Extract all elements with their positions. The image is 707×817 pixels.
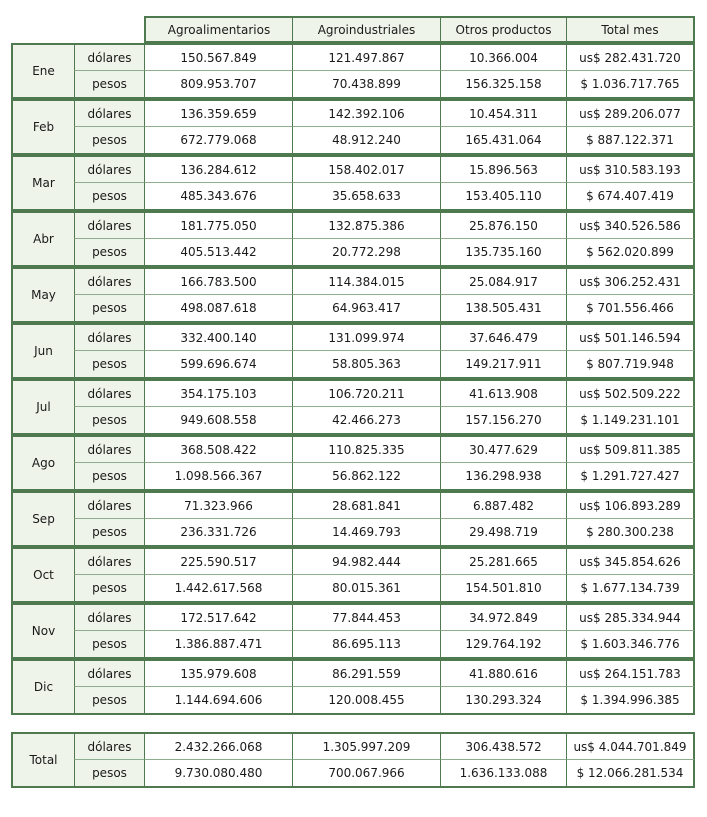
unit-label-pesos: pesos xyxy=(74,407,144,435)
cell-pesos-total: $ 887.122.371 xyxy=(566,127,695,155)
cell-pesos-agroalimentarios: 405.513.442 xyxy=(144,239,292,267)
month-label: Dic xyxy=(11,659,74,715)
cell-dolares-agroalimentarios: 332.400.140 xyxy=(144,323,292,351)
cell-pesos-otros: 130.293.324 xyxy=(440,687,566,715)
cell-dolares-agroalimentarios: 166.783.500 xyxy=(144,267,292,295)
cell-dolares-agroalimentarios: 368.508.422 xyxy=(144,435,292,463)
cell-dolares-agroindustriales: 132.875.386 xyxy=(292,211,440,239)
unit-label-dolares: dólares xyxy=(74,155,144,183)
cell-dolares-otros: 25.876.150 xyxy=(440,211,566,239)
cell-pesos-agroindustriales: 42.466.273 xyxy=(292,407,440,435)
unit-label-pesos: pesos xyxy=(74,519,144,547)
month-row-pesos xyxy=(11,239,695,267)
month-label: Jun xyxy=(11,323,74,379)
cell-pesos-agroindustriales: 64.963.417 xyxy=(292,295,440,323)
cell-pesos-agroalimentarios: 1.442.617.568 xyxy=(144,575,292,603)
total-label: Total xyxy=(11,732,74,788)
month-row-pesos xyxy=(11,127,695,155)
cell-dolares-otros: 34.972.849 xyxy=(440,603,566,631)
cell-pesos-otros: 135.735.160 xyxy=(440,239,566,267)
month-row-pesos xyxy=(11,631,695,659)
cell-pesos-agroindustriales: 56.862.122 xyxy=(292,463,440,491)
cell-pesos-total: $ 562.020.899 xyxy=(566,239,695,267)
header-agroindustriales: Agroindustriales xyxy=(292,16,440,43)
cell-dolares-total: us$ 509.811.385 xyxy=(566,435,695,463)
cell-dolares-agroalimentarios: 150.567.849 xyxy=(144,43,292,71)
header-agroalimentarios: Agroalimentarios xyxy=(144,16,292,43)
total-dolares-agroalimentarios: 2.432.266.068 xyxy=(144,732,292,760)
cell-dolares-otros: 25.084.917 xyxy=(440,267,566,295)
month-label: Nov xyxy=(11,603,74,659)
cell-pesos-total: $ 807.719.948 xyxy=(566,351,695,379)
month-row-dolares xyxy=(11,211,695,239)
cell-dolares-otros: 41.613.908 xyxy=(440,379,566,407)
cell-pesos-agroalimentarios: 949.608.558 xyxy=(144,407,292,435)
month-label: Jul xyxy=(11,379,74,435)
month-row-dolares xyxy=(11,379,695,407)
cell-dolares-agroalimentarios: 71.323.966 xyxy=(144,491,292,519)
cell-pesos-otros: 136.298.938 xyxy=(440,463,566,491)
cell-pesos-agroalimentarios: 672.779.068 xyxy=(144,127,292,155)
month-label: Ene xyxy=(11,43,74,99)
cell-pesos-otros: 156.325.158 xyxy=(440,71,566,99)
total-pesos-agroalimentarios: 9.730.080.480 xyxy=(144,760,292,788)
unit-label-dolares: dólares xyxy=(74,267,144,295)
header-row xyxy=(11,16,695,43)
total-pesos-otros: 1.636.133.088 xyxy=(440,760,566,788)
cell-pesos-otros: 165.431.064 xyxy=(440,127,566,155)
cell-dolares-agroindustriales: 158.402.017 xyxy=(292,155,440,183)
unit-label-pesos: pesos xyxy=(74,463,144,491)
unit-label-pesos: pesos xyxy=(74,71,144,99)
unit-label-dolares: dólares xyxy=(74,211,144,239)
cell-dolares-agroindustriales: 110.825.335 xyxy=(292,435,440,463)
cell-pesos-agroindustriales: 86.695.113 xyxy=(292,631,440,659)
month-row-dolares xyxy=(11,659,695,687)
unit-label-pesos: pesos xyxy=(74,295,144,323)
total-dolares-total: us$ 4.044.701.849 xyxy=(566,732,695,760)
cell-pesos-agroalimentarios: 236.331.726 xyxy=(144,519,292,547)
header-total-mes: Total mes xyxy=(566,16,695,43)
cell-pesos-agroalimentarios: 1.098.566.367 xyxy=(144,463,292,491)
total-dolares-row xyxy=(11,732,695,760)
cell-dolares-total: us$ 340.526.586 xyxy=(566,211,695,239)
cell-dolares-agroindustriales: 77.844.453 xyxy=(292,603,440,631)
month-row-pesos xyxy=(11,183,695,211)
cell-dolares-otros: 41.880.616 xyxy=(440,659,566,687)
cell-dolares-total: us$ 306.252.431 xyxy=(566,267,695,295)
cell-pesos-otros: 129.764.192 xyxy=(440,631,566,659)
cell-dolares-agroindustriales: 28.681.841 xyxy=(292,491,440,519)
month-row-dolares xyxy=(11,435,695,463)
total-pesos-agroindustriales: 700.067.966 xyxy=(292,760,440,788)
month-row-pesos xyxy=(11,407,695,435)
cell-pesos-total: $ 1.677.134.739 xyxy=(566,575,695,603)
cell-pesos-otros: 153.405.110 xyxy=(440,183,566,211)
cell-pesos-agroindustriales: 58.805.363 xyxy=(292,351,440,379)
cell-pesos-total: $ 1.149.231.101 xyxy=(566,407,695,435)
cell-dolares-agroalimentarios: 172.517.642 xyxy=(144,603,292,631)
cell-dolares-total: us$ 285.334.944 xyxy=(566,603,695,631)
total-pesos-total: $ 12.066.281.534 xyxy=(566,760,695,788)
month-row-dolares xyxy=(11,491,695,519)
cell-dolares-total: us$ 264.151.783 xyxy=(566,659,695,687)
unit-label-pesos: pesos xyxy=(74,687,144,715)
cell-pesos-otros: 138.505.431 xyxy=(440,295,566,323)
cell-pesos-agroindustriales: 80.015.361 xyxy=(292,575,440,603)
cell-pesos-total: $ 1.291.727.427 xyxy=(566,463,695,491)
month-label: Sep xyxy=(11,491,74,547)
cell-dolares-total: us$ 289.206.077 xyxy=(566,99,695,127)
cell-pesos-agroalimentarios: 498.087.618 xyxy=(144,295,292,323)
unit-label-pesos: pesos xyxy=(74,760,144,788)
cell-dolares-total: us$ 502.509.222 xyxy=(566,379,695,407)
cell-pesos-total: $ 1.036.717.765 xyxy=(566,71,695,99)
month-row-pesos xyxy=(11,351,695,379)
header-blank-unit xyxy=(74,16,144,43)
month-row-dolares xyxy=(11,99,695,127)
month-rows xyxy=(11,43,695,715)
cell-dolares-agroindustriales: 114.384.015 xyxy=(292,267,440,295)
unit-label-dolares: dólares xyxy=(74,99,144,127)
cell-dolares-agroindustriales: 86.291.559 xyxy=(292,659,440,687)
unit-label-dolares: dólares xyxy=(74,43,144,71)
cell-dolares-agroalimentarios: 225.590.517 xyxy=(144,547,292,575)
unit-label-dolares: dólares xyxy=(74,491,144,519)
monthly-exports-table xyxy=(11,16,695,715)
cell-pesos-otros: 149.217.911 xyxy=(440,351,566,379)
header-blank-month xyxy=(11,16,74,43)
cell-dolares-agroalimentarios: 136.359.659 xyxy=(144,99,292,127)
cell-pesos-total: $ 1.603.346.776 xyxy=(566,631,695,659)
month-label: May xyxy=(11,267,74,323)
month-row-dolares xyxy=(11,155,695,183)
unit-label-pesos: pesos xyxy=(74,575,144,603)
cell-dolares-agroindustriales: 131.099.974 xyxy=(292,323,440,351)
cell-dolares-agroindustriales: 94.982.444 xyxy=(292,547,440,575)
month-label: Ago xyxy=(11,435,74,491)
cell-pesos-agroindustriales: 48.912.240 xyxy=(292,127,440,155)
cell-dolares-total: us$ 310.583.193 xyxy=(566,155,695,183)
unit-label-pesos: pesos xyxy=(74,631,144,659)
unit-label-dolares: dólares xyxy=(74,435,144,463)
cell-dolares-agroindustriales: 106.720.211 xyxy=(292,379,440,407)
month-row-pesos xyxy=(11,295,695,323)
unit-label-pesos: pesos xyxy=(74,183,144,211)
cell-dolares-otros: 6.887.482 xyxy=(440,491,566,519)
cell-pesos-agroindustriales: 70.438.899 xyxy=(292,71,440,99)
month-row-pesos xyxy=(11,463,695,491)
cell-pesos-otros: 157.156.270 xyxy=(440,407,566,435)
cell-dolares-agroindustriales: 121.497.867 xyxy=(292,43,440,71)
cell-pesos-agroalimentarios: 1.386.887.471 xyxy=(144,631,292,659)
cell-pesos-agroindustriales: 120.008.455 xyxy=(292,687,440,715)
total-pesos-row xyxy=(11,760,695,788)
cell-pesos-agroalimentarios: 599.696.674 xyxy=(144,351,292,379)
total-dolares-agroindustriales: 1.305.997.209 xyxy=(292,732,440,760)
month-row-dolares xyxy=(11,323,695,351)
month-row-pesos xyxy=(11,519,695,547)
cell-dolares-agroalimentarios: 181.775.050 xyxy=(144,211,292,239)
cell-dolares-otros: 30.477.629 xyxy=(440,435,566,463)
cell-dolares-total: us$ 106.893.289 xyxy=(566,491,695,519)
month-row-dolares xyxy=(11,603,695,631)
cell-dolares-agroindustriales: 142.392.106 xyxy=(292,99,440,127)
unit-label-dolares: dólares xyxy=(74,732,144,760)
month-row-dolares xyxy=(11,43,695,71)
month-label: Oct xyxy=(11,547,74,603)
header-otros-productos: Otros productos xyxy=(440,16,566,43)
cell-pesos-agroindustriales: 35.658.633 xyxy=(292,183,440,211)
month-row-pesos xyxy=(11,575,695,603)
month-label: Abr xyxy=(11,211,74,267)
unit-label-pesos: pesos xyxy=(74,127,144,155)
cell-dolares-otros: 37.646.479 xyxy=(440,323,566,351)
unit-label-dolares: dólares xyxy=(74,379,144,407)
unit-label-dolares: dólares xyxy=(74,323,144,351)
cell-pesos-otros: 29.498.719 xyxy=(440,519,566,547)
cell-dolares-total: us$ 282.431.720 xyxy=(566,43,695,71)
total-dolares-otros: 306.438.572 xyxy=(440,732,566,760)
cell-dolares-otros: 25.281.665 xyxy=(440,547,566,575)
cell-dolares-total: us$ 501.146.594 xyxy=(566,323,695,351)
unit-label-pesos: pesos xyxy=(74,239,144,267)
cell-pesos-agroindustriales: 14.469.793 xyxy=(292,519,440,547)
month-label: Mar xyxy=(11,155,74,211)
cell-pesos-total: $ 701.556.466 xyxy=(566,295,695,323)
cell-dolares-agroalimentarios: 354.175.103 xyxy=(144,379,292,407)
cell-pesos-agroalimentarios: 809.953.707 xyxy=(144,71,292,99)
cell-dolares-total: us$ 345.854.626 xyxy=(566,547,695,575)
cell-dolares-agroalimentarios: 135.979.608 xyxy=(144,659,292,687)
cell-pesos-agroalimentarios: 485.343.676 xyxy=(144,183,292,211)
unit-label-dolares: dólares xyxy=(74,547,144,575)
unit-label-dolares: dólares xyxy=(74,659,144,687)
cell-pesos-otros: 154.501.810 xyxy=(440,575,566,603)
cell-pesos-agroindustriales: 20.772.298 xyxy=(292,239,440,267)
month-row-dolares xyxy=(11,267,695,295)
cell-dolares-otros: 10.366.004 xyxy=(440,43,566,71)
cell-pesos-total: $ 674.407.419 xyxy=(566,183,695,211)
month-row-dolares xyxy=(11,547,695,575)
unit-label-pesos: pesos xyxy=(74,351,144,379)
month-row-pesos xyxy=(11,687,695,715)
cell-dolares-otros: 15.896.563 xyxy=(440,155,566,183)
month-row-pesos xyxy=(11,71,695,99)
unit-label-dolares: dólares xyxy=(74,603,144,631)
month-label: Feb xyxy=(11,99,74,155)
cell-pesos-agroalimentarios: 1.144.694.606 xyxy=(144,687,292,715)
totals-table xyxy=(11,732,695,788)
cell-pesos-total: $ 1.394.996.385 xyxy=(566,687,695,715)
cell-dolares-otros: 10.454.311 xyxy=(440,99,566,127)
cell-dolares-agroalimentarios: 136.284.612 xyxy=(144,155,292,183)
cell-pesos-total: $ 280.300.238 xyxy=(566,519,695,547)
